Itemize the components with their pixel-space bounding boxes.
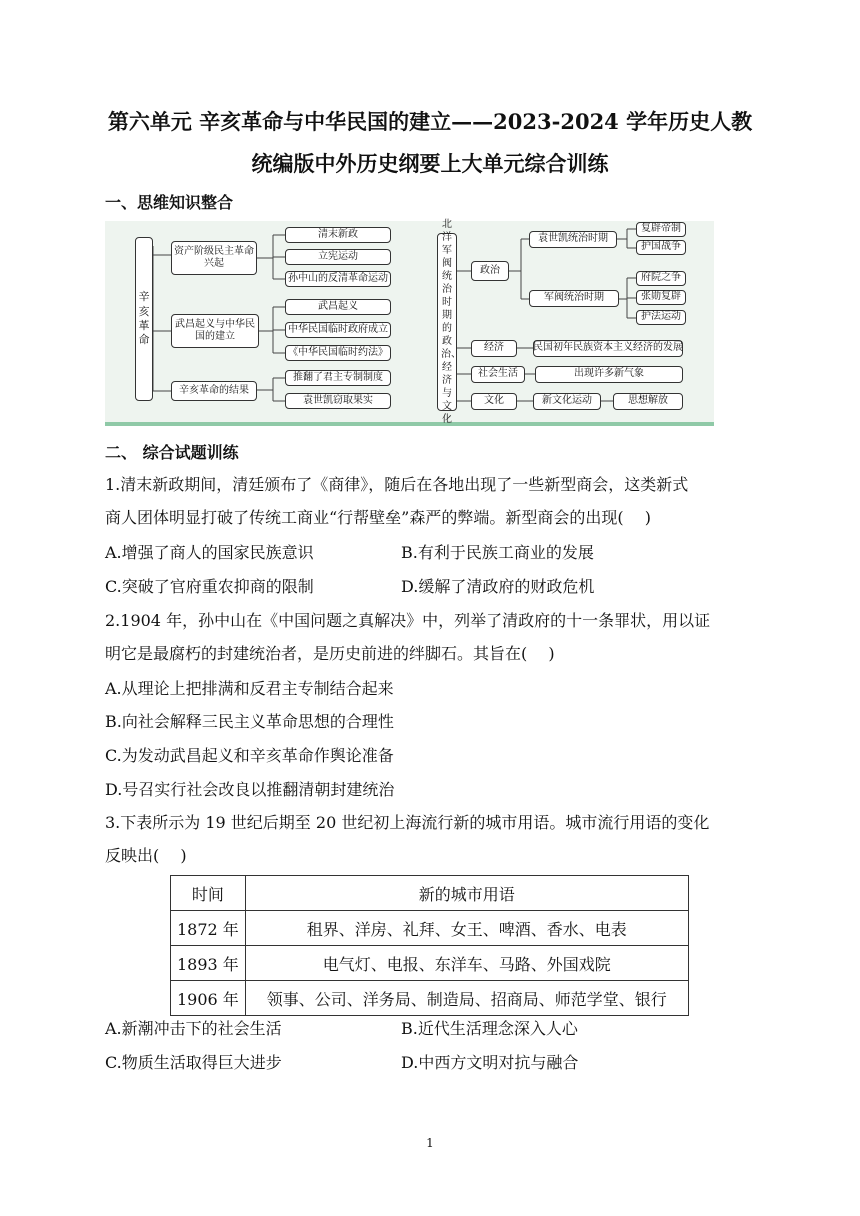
q1-option-d: D.缓解了清政府的财政危机 <box>401 577 595 596</box>
diagram-item: 立宪运动 <box>285 249 391 265</box>
table-row <box>171 981 689 1016</box>
q1-stem-line1: 1.清末新政期间，清廷颁布了《商律》，随后在各地出现了一些新型商会，这类新式 <box>105 475 689 494</box>
q2-option-c: C.为发动武昌起义和辛亥革命作舆论准备 <box>105 746 394 765</box>
q3-option-b: B.近代生活理念深入人心 <box>401 1019 578 1038</box>
q2-stem-line1: 2.1904 年，孙中山在《中国问题之真解决》中，列举了清政府的十一条罪状，用以证 <box>105 611 711 630</box>
section2-heading: 二、 综合试题训练 <box>105 443 239 462</box>
diagram-item: 思想解放 <box>613 393 683 410</box>
q1-option-a: A.增强了商人的国家民族意识 <box>105 543 314 562</box>
diagram-politics: 政治 <box>471 261 509 281</box>
diagram-item: 孙中山的反清革命运动 <box>285 271 391 287</box>
table-cell-terms: 领事、公司、洋务局、制造局、招商局、师范学堂、银行 <box>245 981 688 1016</box>
document-title-line1: 第六单元 辛亥革命与中华民国的建立——2023-2024 学年历史人教 <box>107 109 753 134</box>
page-number: 1 <box>426 1136 434 1150</box>
q3-option-a: A.新潮冲击下的社会生活 <box>105 1019 282 1038</box>
table-cell-year: 1906 年 <box>171 981 246 1016</box>
table-cell-year: 1893 年 <box>171 946 246 981</box>
diagram-root-beiyang-period: 北洋军阀统治时期的政治、经济与文化 <box>437 233 457 411</box>
q1-option-c: C.突破了官府重农抑商的限制 <box>105 577 314 596</box>
city-terms-table <box>170 875 689 1016</box>
diagram-root-xinhai-revolution: 辛亥革命 <box>135 237 153 401</box>
diagram-period-yuan: 袁世凯统治时期 <box>529 231 617 248</box>
diagram-period-warlord: 军阀统治时期 <box>529 290 619 307</box>
table-header-cell: 新的城市用语 <box>245 876 688 911</box>
table-cell-year: 1872 年 <box>171 911 246 946</box>
diagram-item: 民国初年民族资本主义经济的发展 <box>533 340 683 357</box>
diagram-item: 护国战争 <box>636 240 686 255</box>
q1-stem-line2: 商人团体明显打破了传统工商业“行帮壁垒”森严的弊端。新型商会的出现( ) <box>105 508 651 527</box>
diagram-economy: 经济 <box>471 340 517 357</box>
diagram-item: 护法运动 <box>636 310 686 325</box>
diagram-item: 袁世凯窃取果实 <box>285 393 391 409</box>
diagram-item: 清末新政 <box>285 227 391 243</box>
diagram-item: 《中华民国临时约法》 <box>285 345 391 361</box>
q3-option-c: C.物质生活取得巨大进步 <box>105 1053 282 1072</box>
q2-option-a: A.从理论上把排满和反君主专制结合起来 <box>105 679 394 698</box>
diagram-culture: 文化 <box>471 393 517 410</box>
diagram-group-revolution-result: 辛亥革命的结果 <box>171 381 257 401</box>
diagram-item: 武昌起义 <box>285 299 391 315</box>
knowledge-diagram <box>105 221 714 426</box>
diagram-group-wuchang-uprising: 武昌起义与中华民国的建立 <box>171 314 259 348</box>
diagram-item: 推翻了君主专制制度 <box>285 370 391 386</box>
table-row <box>171 911 689 946</box>
q3-stem-line2: 反映出( ) <box>105 846 187 865</box>
table-header-row <box>171 876 689 911</box>
diagram-group-bourgeois-revolution: 资产阶级民主革命兴起 <box>171 241 257 275</box>
diagram-item: 复辟帝制 <box>636 222 686 237</box>
table-cell-terms: 电气灯、电报、东洋车、马路、外国戏院 <box>245 946 688 981</box>
q3-stem-line1: 3.下表所示为 19 世纪后期至 20 世纪初上海流行新的城市用语。城市流行用语的变化 <box>105 813 710 832</box>
diagram-item: 中华民国临时政府成立 <box>285 322 391 338</box>
q1-option-b: B.有利于民族工商业的发展 <box>401 543 594 562</box>
q3-option-d: D.中西方文明对抗与融合 <box>401 1053 579 1072</box>
q2-option-d: D.号召实行社会改良以推翻清朝封建统治 <box>105 780 395 799</box>
section1-heading: 一、思维知识整合 <box>105 193 234 212</box>
diagram-society: 社会生活 <box>471 366 525 383</box>
q2-stem-line2: 明它是最腐朽的封建统治者，是历史前进的绊脚石。其旨在( ) <box>105 644 555 663</box>
diagram-item: 出现许多新气象 <box>535 366 683 383</box>
document-title-line2: 统编版中外历史纲要上大单元综合训练 <box>251 151 609 176</box>
q2-option-b: B.向社会解释三民主义革命思想的合理性 <box>105 712 394 731</box>
diagram-item: 新文化运动 <box>533 393 601 410</box>
table-header-cell: 时间 <box>171 876 246 911</box>
table-row <box>171 946 689 981</box>
diagram-item: 张勋复辟 <box>636 290 686 305</box>
table-cell-terms: 租界、洋房、礼拜、女王、啤酒、香水、电表 <box>245 911 688 946</box>
diagram-item: 府院之争 <box>636 271 686 286</box>
